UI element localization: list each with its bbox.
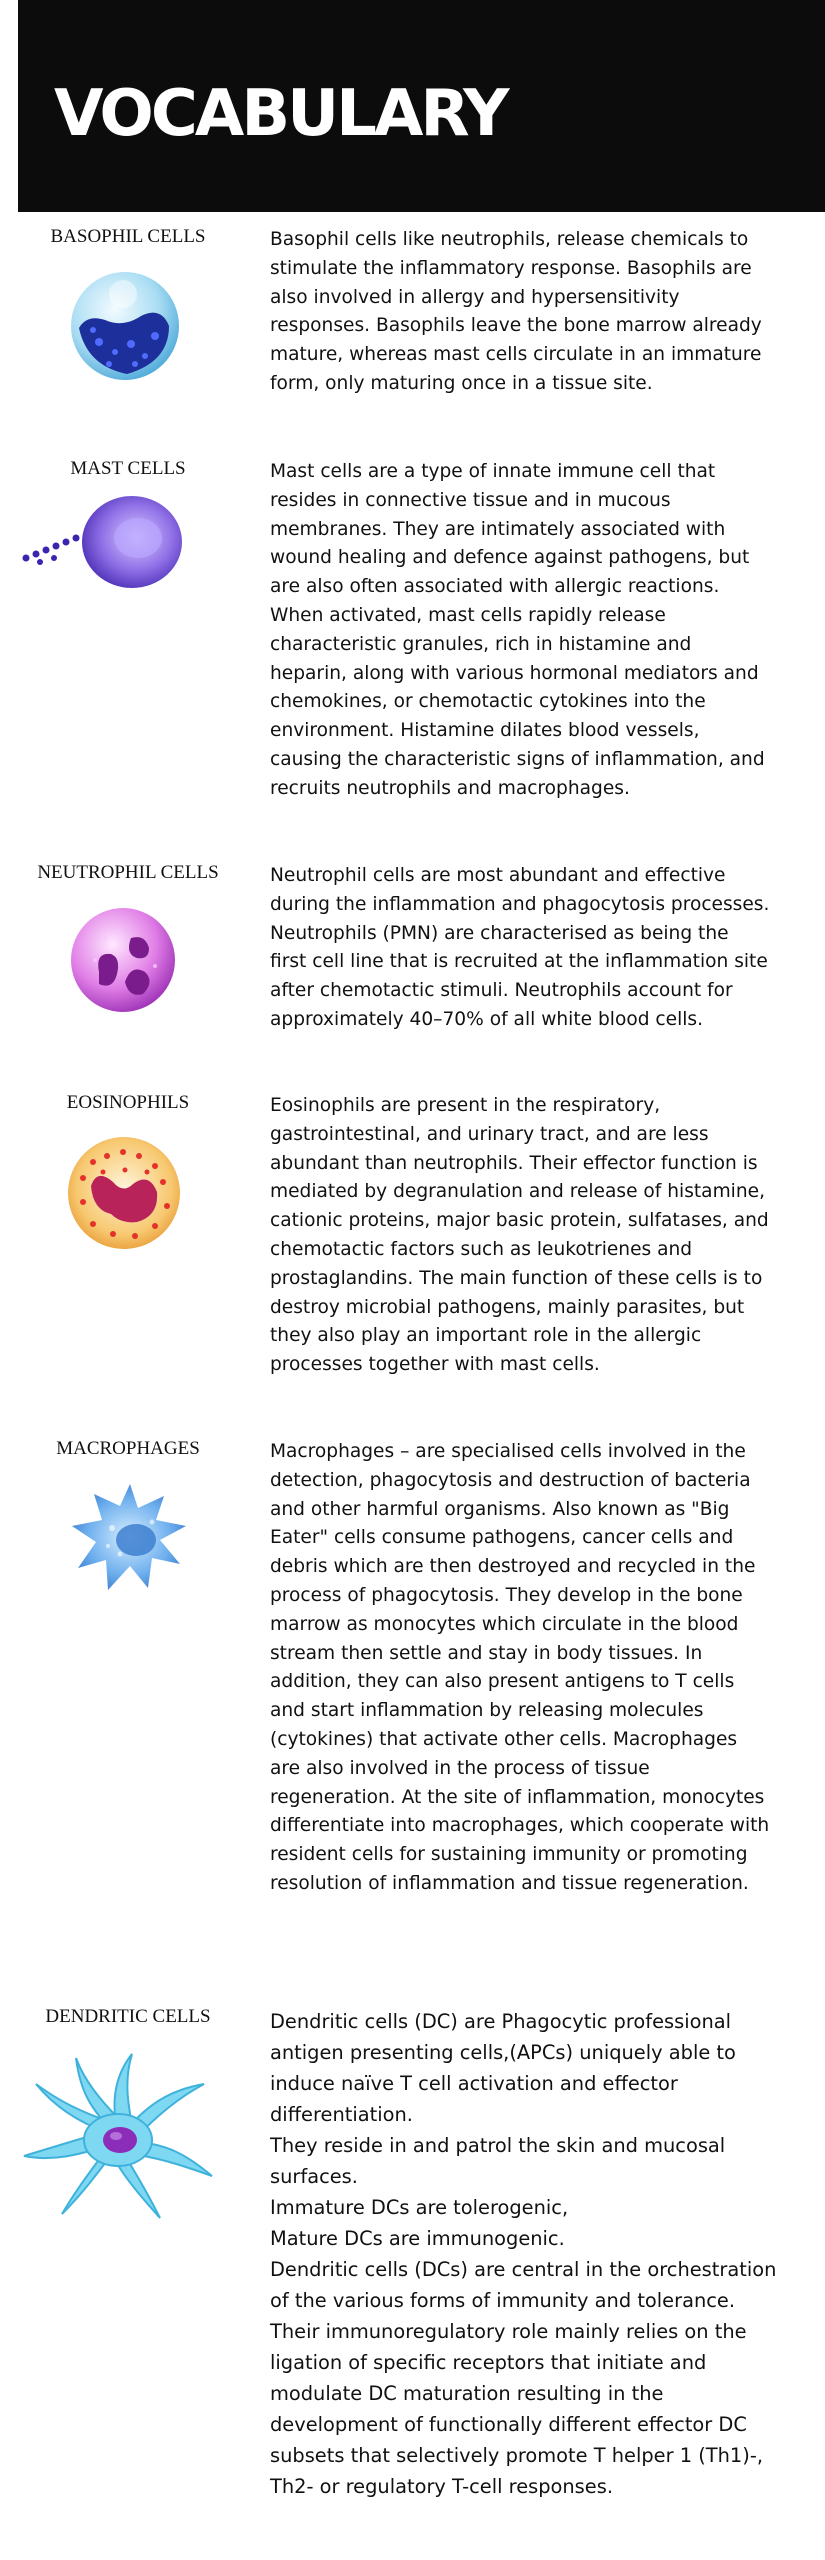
term-title: MAST CELLS xyxy=(70,458,186,479)
description-paragraph: Immature DCs are tolerogenic, xyxy=(270,2196,569,2219)
dendritic-cell-icon xyxy=(20,2050,216,2220)
term-description xyxy=(270,226,770,399)
term-title: EOSINOPHILS xyxy=(66,1092,190,1113)
term-description xyxy=(270,862,770,1035)
mast-cell-icon xyxy=(20,488,190,598)
macrophage-cell-icon xyxy=(68,1478,192,1596)
term-title: MACROPHAGES xyxy=(56,1438,200,1459)
description-paragraph: Neutrophil cells are most abundant and effective during the inflammation and phagocytosis processes. Neutrophils (PMN) are characterised as being the first cell line that is recruited at the inflammation site after chemotactic stimuli. Neutrophils account for approximately 40–70% of all white blood cells. xyxy=(270,865,770,1030)
neutrophil-cell-icon xyxy=(65,902,181,1018)
page-title: VOCABULARY xyxy=(54,77,507,151)
description-paragraph: Basophil cells like neutrophils, release chemicals to stimulate the inflammatory response. Basophils are also involved in allergy and hypersensitivity responses. Basophils leave the bone marrow already mature, whereas mast cells circulate in an immature form, only maturing once in a tissue site. xyxy=(270,229,762,394)
term-title: NEUTROPHIL CELLS xyxy=(37,862,219,883)
term-title: DENDRITIC CELLS xyxy=(45,2006,211,2027)
description-paragraph: Dendritic cells (DCs) are central in the orchestration of the various forms of immunity and tolerance. Their immunoregulatory role mainly relies on the ligation of specific receptors that initiate and modulate DC maturation resulting in the development of functionally different effector DC subsets that selectively promote T helper 1 (Th1)-, Th2- or regulatory T-cell responses. xyxy=(270,2258,777,2498)
description-paragraph: Mature DCs are immunogenic. xyxy=(270,2227,565,2250)
term-title: BASOPHIL CELLS xyxy=(50,226,206,247)
description-paragraph: Mast cells are a type of innate immune cell that resides in connective tissue and in mucous membranes. They are intimately associated with wound healing and defence against pathogens, but are also often associated with allergic reactions. When activated, mast cells rapidly release characteristic granules, rich in histamine and heparin, along with various hormonal mediators and chemokines, or chemotactic cytokines into the environment. Histamine dilates blood vessels, causing the characteristic signs of inflammation, and recruits neutrophils and macrophages. xyxy=(270,461,765,799)
term-description xyxy=(270,1092,770,1380)
description-paragraph: Dendritic cells (DC) are Phagocytic professional antigen presenting cells,(APCs) uniquely able to induce naïve T cell activation and effector differentiation. xyxy=(270,2010,736,2126)
term-description xyxy=(270,458,770,804)
page-header xyxy=(18,0,825,212)
eosinophil-cell-icon xyxy=(63,1132,185,1254)
description-paragraph: Eosinophils are present in the respiratory, gastrointestinal, and urinary tract, and are less abundant than neutrophils. Their effector function is mediated by degranulation and release of histamine, cationic proteins, major basic protein, sulfatases, and chemotactic factors such as leukotrienes and prostaglandins. The main function of these cells is to destroy microbial pathogens, mainly parasites, but they also play an important role in the allergic processes together with mast cells. xyxy=(270,1095,769,1376)
term-description xyxy=(270,1438,770,1899)
basophil-cell-icon xyxy=(65,266,185,386)
term-description xyxy=(270,2006,790,2502)
description-paragraph: They reside in and patrol the skin and mucosal surfaces. xyxy=(270,2134,726,2188)
description-paragraph: Macrophages – are specialised cells involved in the detection, phagocytosis and destruction of bacteria and other harmful organisms. Also known as "Big Eater" cells consume pathogens, cancer cells and debris which are then destroyed and recycled in the process of phagocytosis. They develop in the bone marrow as monocytes which circulate in the blood stream then settle and stay in body tissues. In addition, they can also present antigens to T cells and start inflammation by releasing molecules (cytokines) that activate other cells. Macrophages are also involved in the process of tissue regeneration. At the site of inflammation, monocytes differentiate into macrophages, which cooperate with resident cells for sustaining immunity or promoting resolution of inflammation and tissue regeneration. xyxy=(270,1441,770,1894)
